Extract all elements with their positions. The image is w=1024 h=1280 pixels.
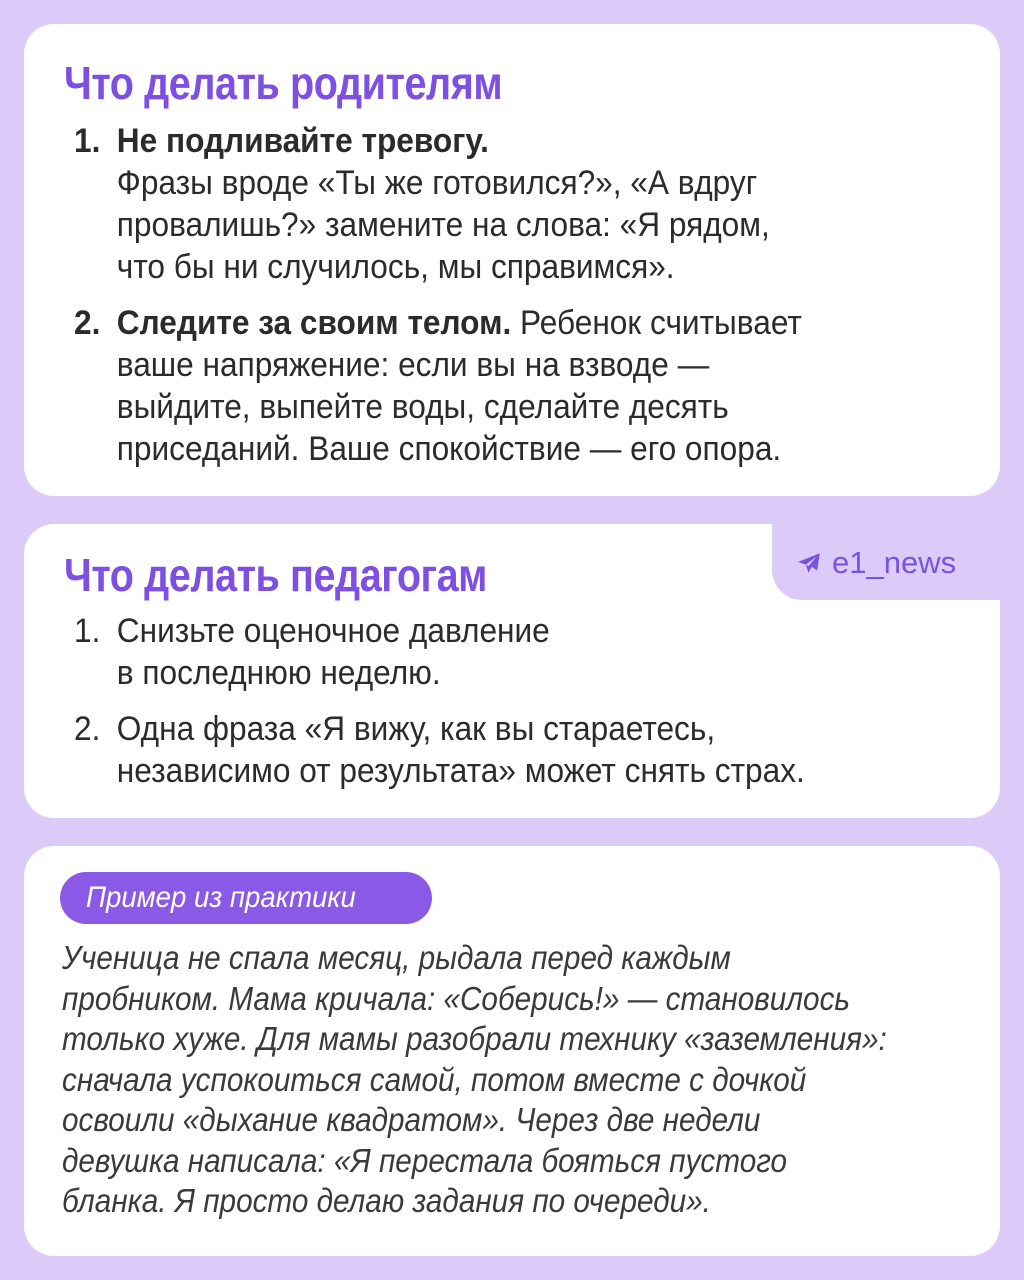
tip-line: провалишь?» замените на слова: «Я рядом, [116, 206, 770, 244]
story-line: сначала успокоиться самой, потом вместе с дочкой [62, 1060, 807, 1098]
tip-line: независимо от результата» может снять страх. [116, 752, 805, 790]
teachers-heading: Что делать педагогам [64, 549, 488, 601]
tip-line: ваше напряжение: если вы на взводе — [116, 346, 710, 384]
teachers-tips-list [74, 610, 911, 792]
tip-line: Одна фраза «Я вижу, как вы стараетесь, [116, 710, 716, 748]
example-card [24, 846, 1000, 1256]
tip-line: Ребенок считывает [511, 304, 802, 342]
parents-tip-1 [74, 120, 911, 288]
parents-tip-2 [74, 302, 911, 470]
tip-line: приседаний. Ваше спокойствие — его опора. [116, 430, 782, 468]
tip-line: выйдите, выпейте воды, сделайте десять [116, 388, 729, 426]
story-line: бланка. Я просто делаю задания по очереди». [62, 1182, 711, 1219]
tip-line: Фразы вроде «Ты же готовился?», «А вдруг [116, 164, 758, 202]
channel-handle-text: e1_news [832, 545, 957, 580]
tip-text [117, 120, 770, 288]
parents-heading: Что делать родителям [64, 57, 503, 109]
example-story [62, 938, 887, 1222]
list-number: 1. [74, 122, 101, 160]
story-line: пробником. Мама кричала: «Соберись!» — становилось [62, 979, 851, 1017]
list-number: 2. [74, 710, 101, 748]
story-line: Ученица не спала месяц, рыдала перед каждым [62, 939, 731, 976]
story-line: освоили «дыхание квадратом». Через две недели [62, 1101, 761, 1138]
tip-text [117, 610, 550, 694]
tip-text [117, 302, 802, 470]
story-line: девушка написала: «Я перестала бояться пустого [62, 1141, 788, 1179]
telegram-icon [796, 550, 822, 576]
channel-handle[interactable] [796, 540, 956, 586]
tip-line: в последнюю неделю. [116, 654, 441, 692]
teachers-tip-2 [74, 708, 911, 792]
list-number: 2. [74, 304, 101, 342]
tip-line: что бы ни случилось, мы справимся». [116, 248, 675, 286]
teachers-tip-1 [74, 610, 911, 694]
example-badge [60, 872, 432, 924]
example-badge-label: Пример из практики [86, 881, 356, 914]
tip-line: Снизьте оценочное давление [116, 612, 550, 650]
parents-card [24, 24, 1000, 496]
parents-tips-list [74, 120, 911, 470]
tip-text [117, 708, 805, 792]
list-number: 1. [74, 612, 101, 650]
tip-lead: Следите за своим телом. [116, 304, 512, 342]
tip-lead: Не подливайте тревогу. [116, 122, 489, 160]
story-line: только хуже. Для мамы разобрали технику «заземления»: [62, 1020, 887, 1057]
